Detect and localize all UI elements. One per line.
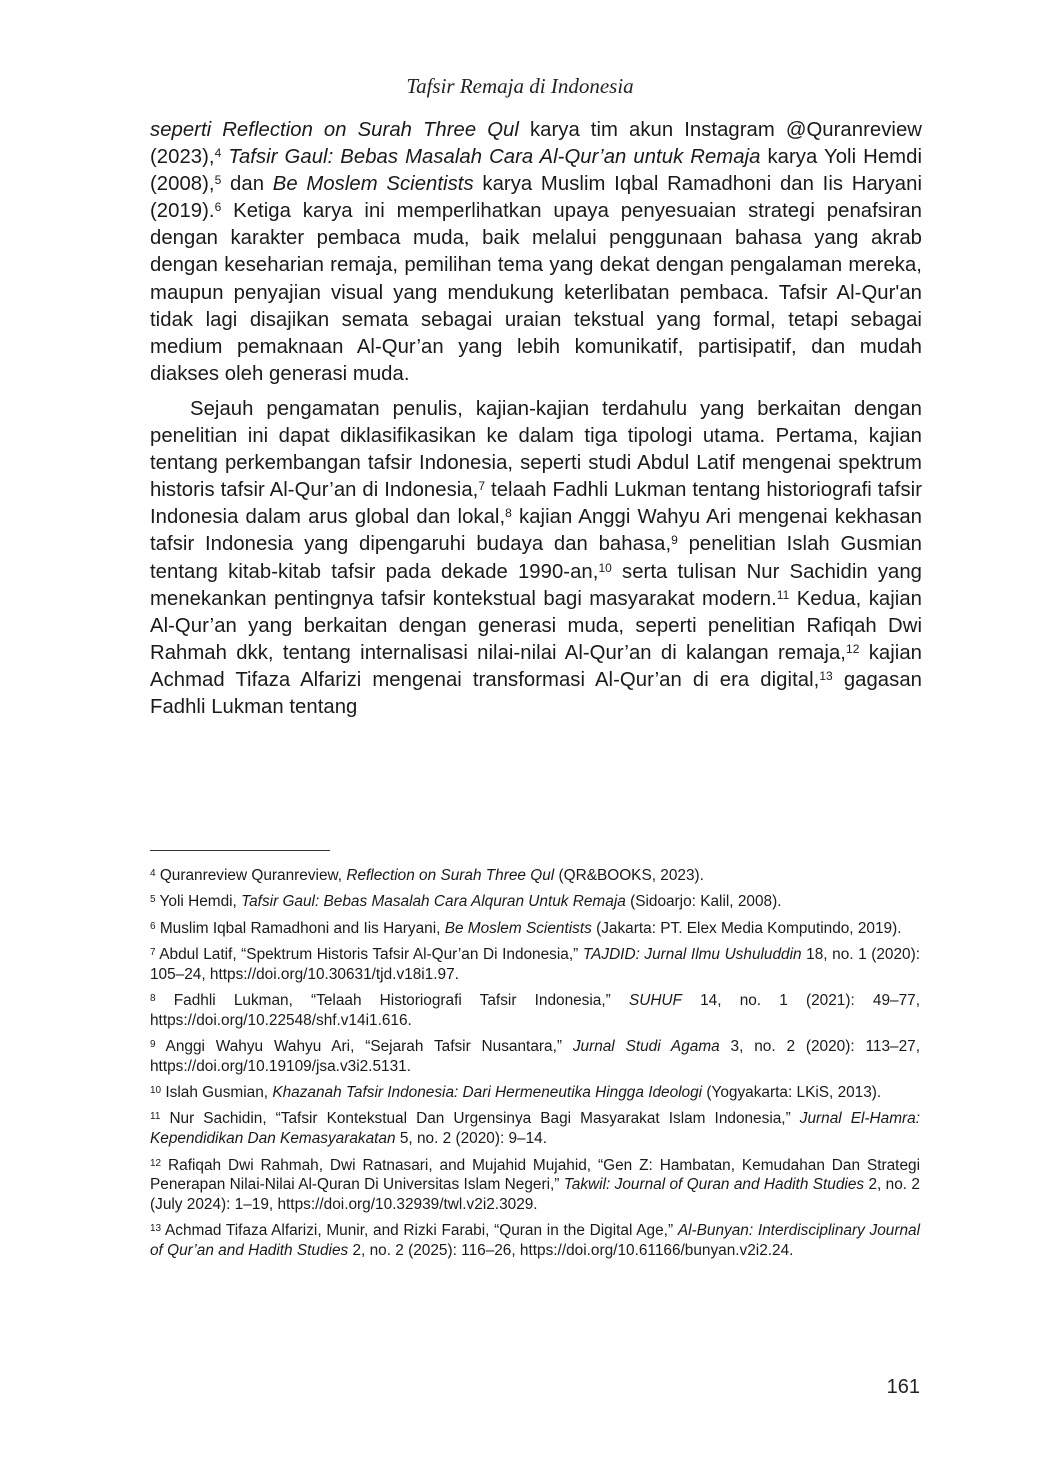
footnote-separator <box>150 850 330 851</box>
footnote-text: (QR&BOOKS, 2023). <box>554 867 704 884</box>
footnote-ref: 13 <box>819 668 833 683</box>
footnote-title: SUHUF <box>628 991 682 1009</box>
footnote-5 <box>150 892 920 912</box>
footnote-text: Nur Sachidin, “Tafsir Kontekstual Dan Urgensinya Bagi Masyarakat Islam Indonesia,” <box>160 1110 800 1128</box>
footnote-number: 12 <box>150 1157 162 1169</box>
footnote-title: Be Moslem Scientists <box>444 919 592 937</box>
footnote-title: Tafsir Gaul: Bebas Masalah Cara Alquran Untuk Remaja <box>241 893 626 911</box>
text-run: telaah Fadhli Lukman tentang historiografi tafsir Indonesia dalam arus global dan lokal, <box>150 479 922 529</box>
footnote-text: 3, no. 2 (2020): 113–27, https://doi.org/10.19109/jsa.v3i2.5131. <box>150 1038 920 1075</box>
footnote-ref: 8 <box>505 506 512 521</box>
text-italic: seperti Reflection on Surah Three Qul <box>150 119 519 141</box>
footnote-10 <box>150 1083 920 1103</box>
footnote-ref: 9 <box>671 533 678 548</box>
text-italic: Be Moslem Scientists <box>272 173 474 196</box>
text-run: penelitian Islah Gusmian tentang kitab-kitab tafsir pada dekade 1990-an, <box>150 533 922 583</box>
footnote-title: Takwil: Journal of Quran and Hadith Studies <box>563 1176 865 1194</box>
footnotes <box>150 866 920 1268</box>
running-head: Tafsir Remaja di Indonesia <box>406 74 634 98</box>
footnote-13 <box>150 1221 920 1261</box>
footnote-ref: 6 <box>214 200 222 215</box>
footnote-title: Al-Bunyan: Interdisciplinary Journal of Qur’an and Hadith Studies <box>150 1222 920 1260</box>
text-italic: Tafsir Gaul: Bebas Masalah Cara Al-Qur’an untuk Remaja <box>228 146 761 169</box>
footnote-text: 18, no. 1 (2020): 105–24, https://doi.org/10.30631/tjd.v18i1.97. <box>150 945 921 983</box>
footnote-title: TAJDID: Jurnal Ilmu Ushuluddin <box>582 945 802 963</box>
main-text <box>150 117 922 721</box>
footnote-ref: 11 <box>776 587 790 602</box>
footnote-text: (Jakarta: PT. Elex Media Komputindo, 2019). <box>591 919 902 937</box>
footnote-number: 8 <box>150 992 156 1004</box>
text-run: dan <box>221 173 273 196</box>
footnote-text: 5, no. 2 (2020): 9–14. <box>395 1130 548 1148</box>
footnote-ref: 10 <box>598 560 612 575</box>
text-run: serta tulisan Nur Sachidin yang menekankan pentingnya tafsir kontekstual bagi masyarakat modern. <box>150 560 922 610</box>
footnote-text: (Yogyakarta: LKiS, 2013). <box>702 1084 882 1102</box>
paragraph-1 <box>150 117 922 388</box>
footnote-text: Yoli Hemdi, <box>155 893 242 911</box>
footnote-number: 9 <box>150 1039 156 1051</box>
footnote-7 <box>150 945 920 985</box>
footnote-text: Abdul Latif, “Spektrum Historis Tafsir Al-Qur’an Di Indonesia,” <box>155 945 583 963</box>
text-run: karya tim akun Instagram @Quranreview (2023), <box>150 119 922 169</box>
footnote-text: Islah Gusmian, <box>161 1084 273 1102</box>
footnote-number: 10 <box>150 1085 162 1097</box>
footnote-title: Reflection on Surah Three Qul <box>346 867 555 884</box>
footnote-title: Jurnal El-Hamra: Kependidikan Dan Kemasyarakatan <box>150 1110 920 1148</box>
footnote-9 <box>150 1037 920 1077</box>
footnote-number: 4 <box>150 868 156 879</box>
text-run: kajian Anggi Wahyu Ari mengenai kekhasan tafsir Indonesia yang dipengaruhi budaya dan bahasa, <box>150 506 922 556</box>
footnote-ref: 5 <box>214 173 222 188</box>
text-run: Ketiga karya ini memperlihatkan upaya penyesuaian strategi penafsiran dengan karakter pembaca muda, baik melalui penggunaan bahasa yang akrab dengan keseharian remaja, pemilihan tema yang dekat dengan pengalaman mereka, maupun penyajian visual yang mendukung keterlibatan pembaca. Tafsir Al-Qur'an tidak lagi disajikan semata sebagai uraian tekstual yang formal, tetapi sebagai medium pemaknaan Al-Qur’an yang lebih komunikatif, partisipatif, dan mudah diakses oleh generasi muda. <box>150 200 922 385</box>
footnote-text: Muslim Iqbal Ramadhoni and Iis Haryani, <box>155 919 445 937</box>
footnote-11 <box>150 1109 920 1149</box>
text-run: gagasan Fadhli Lukman tentang <box>150 668 922 718</box>
footnote-12 <box>150 1156 920 1215</box>
footnote-8 <box>150 991 920 1031</box>
footnote-number: 13 <box>150 1223 162 1235</box>
text-run: karya Yoli Hemdi (2008), <box>150 146 923 196</box>
text-run: Sejauh pengamatan penulis, kajian-kajian terdahulu yang berkaitan dengan penelitian ini dapat diklasifikasikan ke dalam tiga tipologi utama. Pertama, kajian tentang perkembangan tafsir Indonesia, seperti studi Abdul Latif mengenai spektrum historis tafsir Al-Qur’an di Indonesia, <box>150 397 922 502</box>
footnote-text: Achmad Tifaza Alfarizi, Munir, and Rizki Farabi, “Quran in the Digital Age,” <box>161 1222 678 1240</box>
footnote-ref: 4 <box>214 146 222 161</box>
page-number: 161 <box>886 1376 920 1398</box>
footnote-4 <box>150 866 920 886</box>
footnote-ref: 7 <box>478 479 486 494</box>
footnote-6 <box>150 919 920 939</box>
footnote-text: Quranreview Quranreview, <box>155 867 347 884</box>
text-run: karya Muslim Iqbal Ramadhoni dan Iis Haryani (2019). <box>150 173 923 223</box>
footnote-number: 11 <box>150 1111 161 1123</box>
footnote-text: 2, no. 2 (2025): 116–26, https://doi.org/10.61166/bunyan.v2i2.24. <box>348 1242 794 1260</box>
footnote-ref: 12 <box>845 641 860 656</box>
footnote-text: Anggi Wahyu Wahyu Ari, “Sejarah Tafsir Nusantara,” <box>155 1038 573 1056</box>
footnote-title: Khazanah Tafsir Indonesia: Dari Hermeneutika Hingga Ideologi <box>272 1084 703 1102</box>
footnote-number: 6 <box>150 920 156 932</box>
footnote-text: (Sidoarjo: Kalil, 2008). <box>625 893 782 911</box>
footnote-text: Rafiqah Dwi Rahmah, Dwi Ratnasari, and Mujahid Mujahid, “Gen Z: Hambatan, Kemudahan Dan Strategi Penerapan Nilai-Nilai Al-Quran Di Universitas Islam Negeri,” <box>150 1156 920 1194</box>
footnote-title: Jurnal Studi Agama <box>572 1038 720 1056</box>
footnote-text: 2, no. 2 (July 2024): 1–19, https://doi.org/10.32939/twl.v2i2.3029. <box>150 1176 920 1214</box>
footnote-number: 7 <box>150 946 156 958</box>
text-run: kajian Achmad Tifaza Alfarizi mengenai transformasi Al-Qur’an di era digital, <box>150 641 922 691</box>
footnote-text: 14, no. 1 (2021): 49–77, https://doi.org/10.22548/shf.v14i1.616. <box>150 991 920 1029</box>
footnote-number: 5 <box>150 894 156 906</box>
footnote-text: Fadhli Lukman, “Telaah Historiografi Tafsir Indonesia,” <box>155 991 629 1009</box>
paragraph-2 <box>150 396 922 721</box>
text-run: Kedua, kajian Al-Qur’an yang berkaitan dengan generasi muda, seperti penelitian Rafiqah Dwi Rahmah dkk, tentang internalisasi nilai-nilai Al-Qur’an di kalangan remaja, <box>150 587 922 664</box>
